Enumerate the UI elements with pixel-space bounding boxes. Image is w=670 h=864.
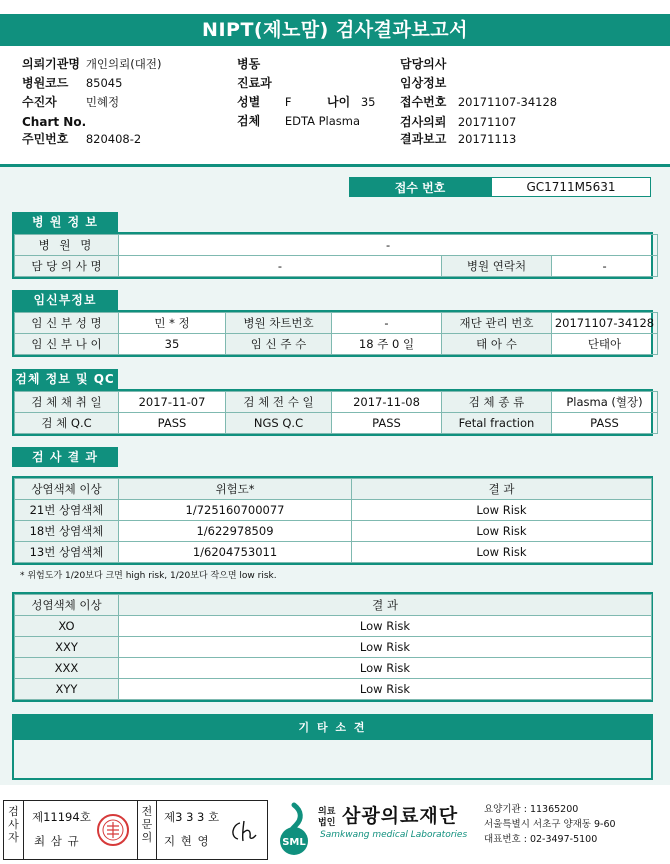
pregnant-age-value: 35: [119, 334, 226, 355]
sex-chromosome-table: [12, 592, 653, 702]
institution-value: 개인의뢰(대전): [85, 57, 162, 71]
report-row: [400, 131, 516, 147]
pregnant-info-table: [12, 310, 653, 357]
sex-chromosome-name: XYY: [15, 679, 119, 700]
other-findings-title: 기 타 소 견: [14, 716, 651, 740]
id-row: [22, 131, 141, 147]
clinical-label: 임상정보: [400, 76, 447, 90]
chart-row: [22, 114, 86, 130]
table-row: [15, 616, 652, 637]
pregnant-age-label: 임 신 부 나 이: [15, 334, 119, 355]
hospital-doctor-label: 담 당 의 사 명: [15, 256, 119, 277]
id-label: 주민번호: [22, 132, 69, 146]
specimen-type-value: Plasma (혈장): [552, 392, 658, 413]
specimen-qc-label: 검 체 Q.C: [15, 413, 119, 434]
request-label: 검사의뢰: [400, 115, 447, 129]
request-row: [400, 114, 516, 130]
sex-label: 성별: [237, 95, 261, 109]
inspector-number: 제11194호: [32, 810, 91, 824]
ngs-qc-label: NGS Q.C: [226, 413, 332, 434]
table-row: [15, 392, 658, 413]
mgmt-number-value: 20171107-34128: [552, 313, 658, 334]
transfer-date-label: 검 체 전 수 일: [226, 392, 332, 413]
risk-value: 1/622978509: [119, 521, 352, 542]
org-type-line-2: 법인: [318, 818, 336, 828]
transfer-date-value: 2017-11-08: [332, 392, 442, 413]
pregnant-name-value: 민 * 정: [119, 313, 226, 334]
autosome-results-table: [12, 476, 653, 565]
institution-row: [22, 56, 161, 72]
inspector-vertical-label: 검사자: [4, 801, 24, 859]
sex-chromosome-name: XO: [15, 616, 119, 637]
signature-icon: [226, 817, 262, 845]
table-row: [15, 637, 652, 658]
specimen-row: [237, 113, 360, 129]
col-risk: 위험도*: [119, 479, 352, 500]
chromosome-name: 21번 상염색체: [15, 500, 119, 521]
table-row: [15, 658, 652, 679]
org-code: 요양기관 : 11365200: [484, 804, 579, 815]
org-english-name: Samkwang medical Laboratories: [320, 830, 468, 840]
result-value: Low Risk: [119, 637, 652, 658]
hospital-contact-value: -: [552, 256, 658, 277]
ward-label: 병동: [237, 57, 261, 71]
collect-date-value: 2017-11-07: [119, 392, 226, 413]
signature-box: [3, 800, 268, 860]
org-phone: 대표번호 : 02-3497-5100: [484, 834, 598, 845]
fetus-count-label: 태 아 수: [442, 334, 552, 355]
col-sex-result: 결 과: [119, 595, 652, 616]
table-row: [15, 235, 658, 256]
result-value: Low Risk: [119, 616, 652, 637]
specimen-type-label: 검 체 종 류: [442, 392, 552, 413]
report-value: 20171113: [457, 132, 517, 146]
collect-date-label: 검 체 채 취 일: [15, 392, 119, 413]
org-type-line-1: 의료: [318, 807, 336, 817]
specialist-name: 지 현 영: [164, 834, 210, 848]
sex-value: F: [284, 95, 292, 109]
receipt-row: [400, 94, 557, 110]
col-autosome: 상염색체 이상: [15, 479, 119, 500]
report-label: 결과보고: [400, 132, 447, 146]
result-value: Low Risk: [119, 658, 652, 679]
patient-label: 수진자: [22, 95, 57, 109]
sml-logo-icon: [272, 801, 316, 859]
result-value: Low Risk: [352, 542, 652, 563]
chart-number-value: -: [332, 313, 442, 334]
specimen-qc-value: PASS: [119, 413, 226, 434]
dept-label: 진료과: [237, 76, 272, 90]
section-tab-hospital: 병 원 정 보: [12, 212, 118, 232]
report-title: NIPT(제노맘) 검사결과보고서: [0, 14, 670, 46]
specialist-number: 제3 3 3 호: [164, 810, 220, 824]
logo-text: SML: [282, 837, 306, 848]
table-row: [15, 256, 658, 277]
result-value: Low Risk: [352, 500, 652, 521]
mgmt-number-label: 재단 관리 번호: [442, 313, 552, 334]
col-result: 결 과: [352, 479, 652, 500]
pregnant-name-label: 임 신 부 성 명: [15, 313, 119, 334]
footer: [0, 797, 670, 864]
dept-row: [237, 75, 272, 91]
chromosome-name: 13번 상염색체: [15, 542, 119, 563]
ward-row: [237, 56, 260, 72]
sex-chromosome-name: XXY: [15, 637, 119, 658]
inspector-name: 최 삼 규: [34, 834, 80, 848]
chromosome-name: 18번 상염색체: [15, 521, 119, 542]
section-tab-results: 검 사 결 과: [12, 447, 118, 467]
table-row: [15, 542, 652, 563]
hospital-contact-label: 병원 연락처: [442, 256, 552, 277]
sex-chromosome-name: XXX: [15, 658, 119, 679]
clinical-row: [400, 75, 446, 91]
age-label: 나이: [327, 95, 351, 109]
org-contact-info: [484, 802, 616, 847]
result-value: Low Risk: [352, 521, 652, 542]
reception-number-label: 접수 번호: [349, 177, 491, 197]
risk-value: 1/725160700077: [119, 500, 352, 521]
doctor-row: [400, 56, 446, 72]
table-row: [15, 521, 652, 542]
col-sex-chromosome: 성염색체 이상: [15, 595, 119, 616]
specimen-label: 검체: [237, 114, 261, 128]
age-row: [327, 94, 375, 110]
specimen-value: EDTA Plasma: [284, 114, 361, 128]
fetus-count-value: 단태아: [552, 334, 658, 355]
patient-value: 민혜정: [85, 95, 120, 109]
hospital-code-label: 병원코드: [22, 76, 69, 90]
ngs-qc-value: PASS: [332, 413, 442, 434]
other-findings-box: [12, 714, 653, 780]
patient-row: [22, 94, 119, 110]
hospital-info-table: [12, 232, 653, 279]
table-row: [15, 500, 652, 521]
chart-label: Chart No.: [22, 115, 87, 129]
chart-number-label: 병원 차트번호: [226, 313, 332, 334]
risk-value: 1/6204753011: [119, 542, 352, 563]
gestation-weeks-label: 임 신 주 수: [226, 334, 332, 355]
table-row: [15, 313, 658, 334]
hospital-name-value: -: [119, 235, 658, 256]
specimen-info-table: [12, 389, 653, 436]
fetal-fraction-label: Fetal fraction: [442, 413, 552, 434]
risk-note: * 위험도가 1/20보다 크면 high risk, 1/20보다 작으면 low risk.: [20, 571, 277, 581]
table-header-row: [15, 479, 652, 500]
table-row: [15, 413, 658, 434]
request-value: 20171107: [457, 115, 517, 129]
gestation-weeks-value: 18 주 0 일: [332, 334, 442, 355]
doctor-label: 담당의사: [400, 57, 447, 71]
reception-number-value: GC1711M5631: [491, 177, 651, 197]
age-value: 35: [360, 95, 376, 109]
sex-row: [237, 94, 291, 110]
header-info: [0, 52, 670, 164]
specialist-vertical-label: 전문의: [137, 801, 157, 859]
org-type: [318, 807, 335, 829]
receipt-value: 20171107-34128: [457, 95, 558, 109]
table-header-row: [15, 595, 652, 616]
id-value: 820408-2: [85, 132, 142, 146]
fetal-fraction-value: PASS: [552, 413, 658, 434]
hospital-name-label: 병 원 명: [15, 235, 119, 256]
section-tab-pregnant: 임신부정보: [12, 290, 118, 310]
section-tab-specimen: 검체 정보 및 QC: [12, 369, 118, 389]
hospital-code-row: [22, 75, 122, 91]
table-row: [15, 679, 652, 700]
seal-stamp-icon: [96, 813, 130, 847]
receipt-label: 접수번호: [400, 95, 447, 109]
result-value: Low Risk: [119, 679, 652, 700]
table-row: [15, 334, 658, 355]
hospital-code-value: 85045: [85, 76, 123, 90]
hospital-doctor-value: -: [119, 256, 442, 277]
org-address: 서울특별시 서초구 양재동 9-60: [484, 819, 616, 830]
institution-label: 의뢰기관명: [22, 57, 80, 71]
org-name: 삼광의료재단: [342, 805, 459, 827]
